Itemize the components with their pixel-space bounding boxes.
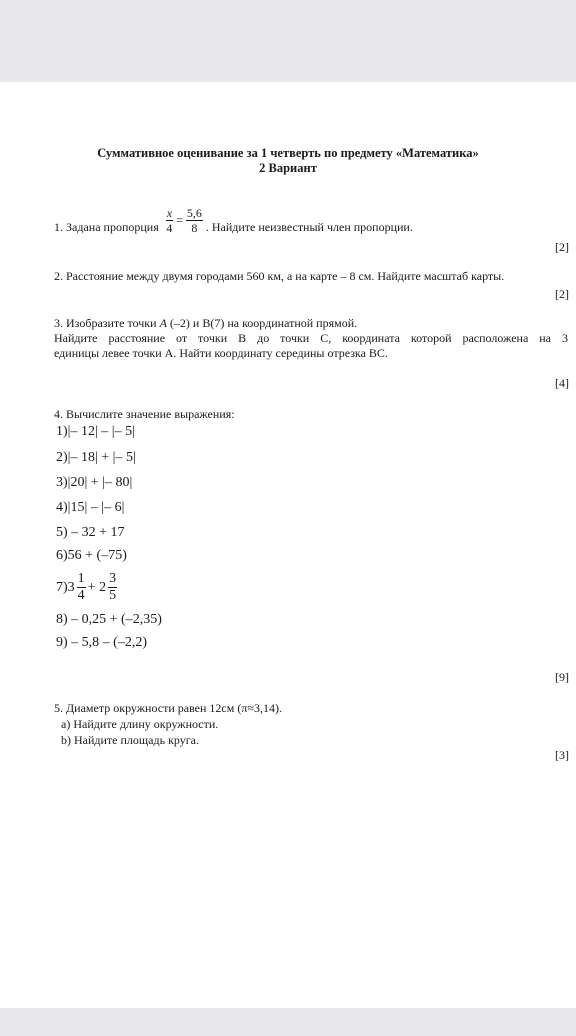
fraction-1-over-4: [77, 572, 86, 603]
fraction-3-over-5: [108, 572, 117, 603]
task-1-prefix: 1. Задана пропорция: [54, 220, 159, 234]
worksheet-page: [0, 82, 576, 1008]
expression-7-prefix: 7)3: [56, 579, 75, 595]
expression-2: 2)|– 18| + |– 5|: [56, 450, 136, 465]
fraction-numerator: 1: [77, 571, 85, 586]
task-4-mark: [9]: [555, 670, 569, 684]
fraction-denominator: 4: [77, 588, 85, 603]
task-2-text: 2. Расстояние между двумя городами 560 км, а на карте – 8 см. Найдите масштаб карты.: [54, 269, 505, 283]
page-title: Суммативное оценивание за 1 четверть по предмету «Математика»: [97, 146, 479, 160]
expression-1: 1)|– 12| – |– 5|: [56, 424, 135, 439]
fraction-denominator: 5: [109, 588, 117, 603]
equals-sign: =: [176, 213, 183, 227]
fraction-numerator: x: [166, 206, 173, 220]
fraction-denominator: 8: [191, 221, 198, 235]
fraction-numerator: 5,6: [186, 206, 202, 220]
task-4-heading: 4. Вычислите значение выражения:: [54, 407, 235, 421]
task-5-mark: [3]: [555, 748, 569, 762]
task-3-text-a: 3. Изобразите точки: [54, 316, 160, 330]
task-3-line-3: единицы левее точки A. Найти координату середины отрезка ВС.: [54, 346, 388, 360]
expression-7: [56, 572, 117, 603]
fraction-denominator: 4: [166, 221, 173, 235]
task-5-heading: 5. Диаметр окружности равен 12см (π≈3,14).: [54, 701, 282, 715]
task-5-part-b: b) Найдите площадь круга.: [61, 733, 199, 747]
expression-6: 6)56 + (–75): [56, 548, 127, 563]
fraction-numerator: 3: [109, 571, 117, 586]
expression-7-plus: + 2: [87, 579, 107, 595]
expression-9: 9) – 5,8 – (–2,2): [56, 635, 147, 650]
task-3-line-2: Найдите расстояние от точки B до точки C, координата которой расположена на 3: [54, 331, 568, 345]
task-1: [54, 206, 413, 235]
expression-8: 8) – 0,25 + (–2,35): [56, 612, 162, 627]
expression-4: 4)|15| – |– 6|: [56, 500, 125, 515]
task-2-mark: [2]: [555, 287, 569, 301]
task-3-line-1: [54, 316, 357, 331]
fraction-x-over-4: [166, 207, 173, 234]
task-1-mark: [2]: [555, 240, 569, 254]
expression-3: 3)|20| + |– 80|: [56, 475, 133, 490]
task-5-part-a: a) Найдите длину окружности.: [61, 717, 219, 731]
variant-label: 2 Вариант: [259, 161, 317, 175]
task-3-mark: [4]: [555, 376, 569, 390]
fraction-5-6-over-8: [186, 207, 203, 234]
expression-5: 5) – 32 + 17: [56, 525, 125, 540]
task-3-text-b: (–2) и В(7) на координатной прямой.: [166, 316, 358, 330]
task-1-suffix: . Найдите неизвестный член пропорции.: [205, 220, 413, 234]
point-a-label: A: [159, 316, 167, 330]
